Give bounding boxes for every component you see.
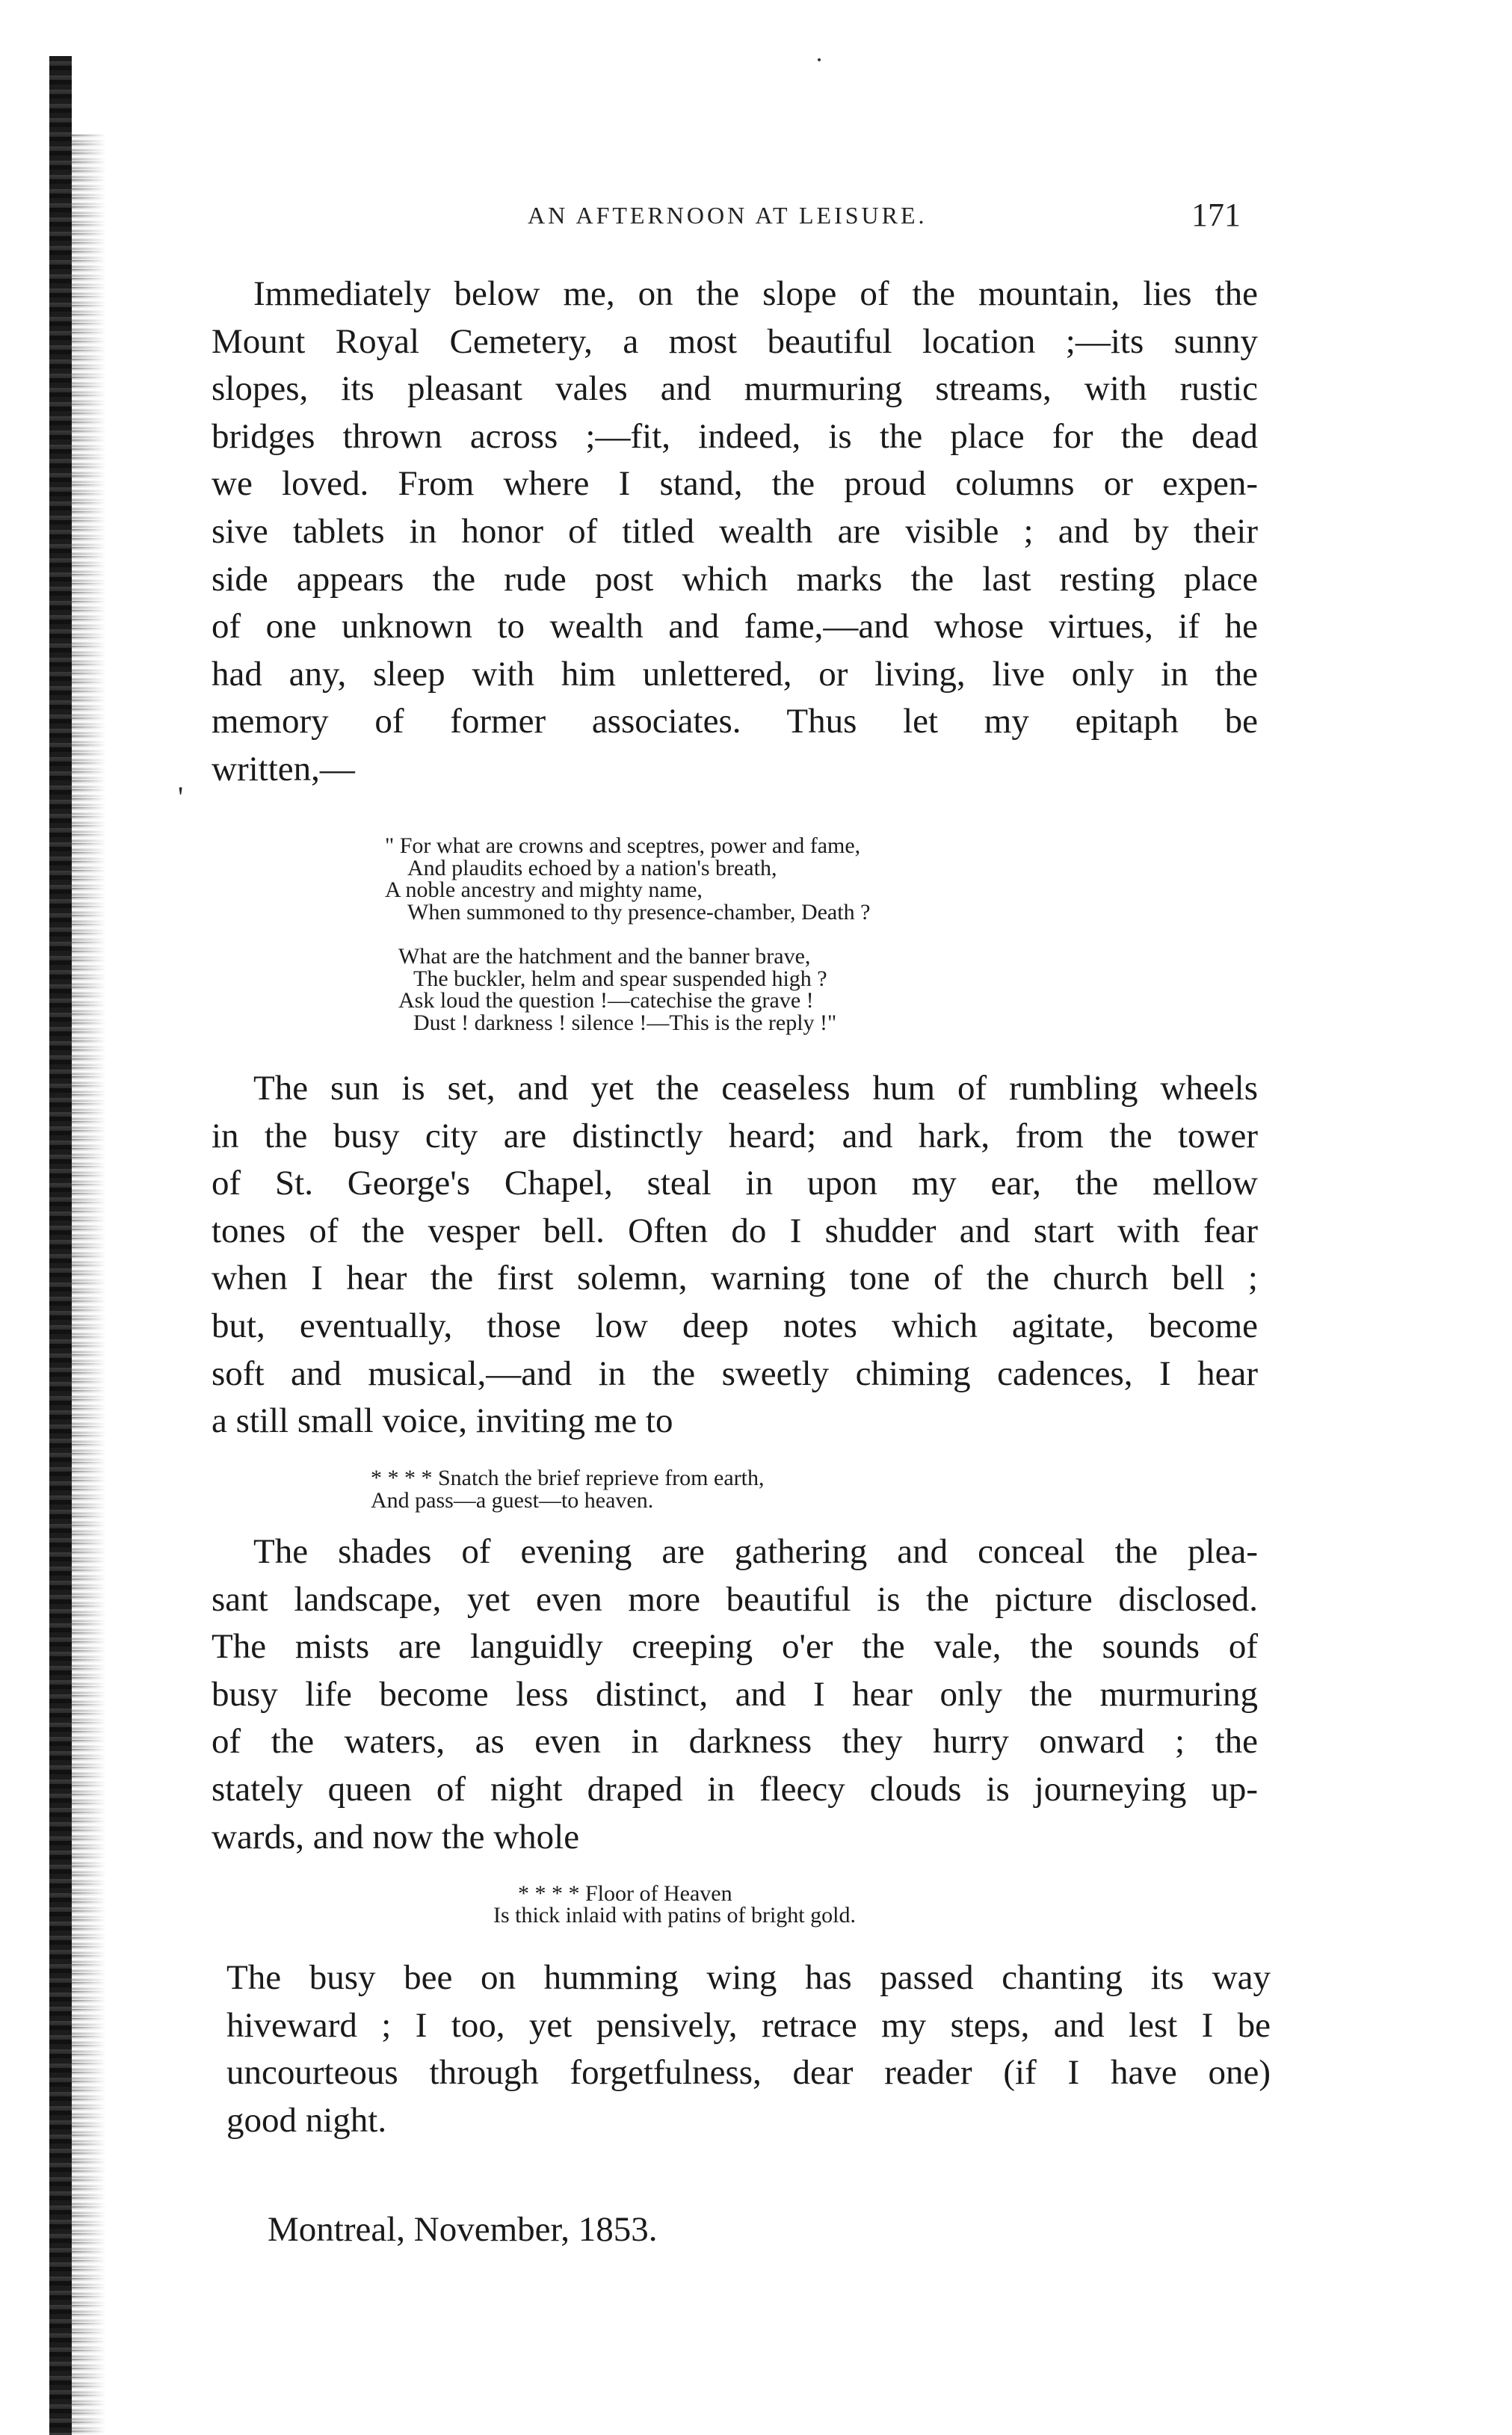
text-line: when I hear the first solemn, warning tone of the church bell ; (212, 1259, 1258, 1298)
verse-line: * * * * Floor of Heaven (518, 1881, 732, 1906)
text-line: Immediately below me, on the slope of the mountain, lies the (253, 274, 1258, 313)
text-line: bridges thrown across ;—fit, indeed, is the place for the dead (212, 416, 1258, 456)
text-line: The sun is set, and yet the ceaseless hum of rumbling wheels (253, 1069, 1258, 1108)
verse-line: * * * * Snatch the brief reprieve from earth, (371, 1466, 765, 1490)
text-line: sive tablets in honor of titled wealth are visible ; and by their (212, 511, 1258, 551)
text-line: busy life become less distinct, and I hear only the murmuring (212, 1674, 1258, 1714)
text-line: we loved. From where I stand, the proud columns or expen- (212, 464, 1258, 504)
text-line: written,— (212, 749, 355, 788)
paragraph-2 (212, 1065, 1258, 1445)
dateline: Montreal, November, 1853. (268, 2210, 658, 2249)
text-line: a still small voice, inviting me to (212, 1401, 673, 1441)
verse-quotation-1 (385, 835, 870, 923)
text-line: good night. (226, 2100, 387, 2140)
verse-quotation-2 (371, 1467, 764, 1511)
text-line: had any, sleep with him unlettered, or living, live only in the (212, 654, 1258, 694)
text-line: hiveward ; I too, yet pensively, retrace my steps, and lest I be (226, 2005, 1271, 2045)
text-line: memory of former associates. Thus let my epitaph be (212, 702, 1258, 741)
text-line: The mists are languidly creeping o'er the vale, the sounds of (212, 1627, 1258, 1667)
verse-line: What are the hatchment and the banner brave, (398, 944, 811, 969)
verse-quotation-3 (518, 1883, 732, 1905)
text-line: tones of the vesper bell. Often do I shudder and start with fear (212, 1211, 1258, 1250)
running-head: AN AFTERNOON AT LEISURE. (528, 202, 928, 229)
text-line: The shades of evening are gathering and conceal the plea- (253, 1532, 1258, 1571)
verse-line: Dust ! darkness ! silence !—This is the reply !" (413, 1010, 837, 1035)
verse-quotation-1b (398, 945, 836, 1034)
page-number: 171 (1191, 197, 1241, 233)
binding-shadow (72, 135, 106, 2435)
verse-line: And plaudits echoed by a nation's breath, (407, 855, 777, 880)
verse-line: A noble ancestry and mighty name, (385, 877, 703, 902)
paragraph-4 (226, 1954, 1271, 2144)
text-line: of St. George's Chapel, steal in upon my ear, the mellow (212, 1164, 1258, 1203)
text-line: side appears the rude post which marks the last resting place (212, 559, 1258, 599)
text-line: in the busy city are distinctly heard; and hark, from the tower (212, 1116, 1258, 1155)
scan-speck (818, 58, 821, 61)
text-line: stately queen of night draped in fleecy clouds is journeying up- (212, 1769, 1258, 1809)
text-line: wards, and now the whole (212, 1817, 580, 1857)
text-line: of one unknown to wealth and fame,—and whose virtues, if he (212, 607, 1258, 646)
text-line: uncourteous through forgetfulness, dear reader (if I have one) (226, 2053, 1271, 2093)
paragraph-1 (212, 271, 1258, 794)
text-line: The busy bee on humming wing has passed chanting its way (226, 1958, 1271, 1997)
verse-line: When summoned to thy presence-chamber, Death ? (407, 899, 871, 925)
text-line: of the waters, as even in darkness they hurry onward ; the (212, 1722, 1258, 1762)
margin-mark: ' (178, 780, 184, 814)
text-line: Mount Royal Cemetery, a most beautiful location ;—its sunny (212, 321, 1258, 361)
verse-line: The buckler, helm and spear suspended high ? (413, 966, 827, 991)
text-line: but, eventually, those low deep notes which agitate, become (212, 1306, 1258, 1345)
paragraph-3 (212, 1528, 1258, 1861)
verse-line: " For what are crowns and sceptres, power and fame, (385, 833, 861, 858)
verse-line: And pass—a guest—to heaven. (371, 1487, 654, 1513)
text-line: sant landscape, yet even more beautiful is the picture disclosed. (212, 1579, 1258, 1619)
verse-line: Ask loud the question !—catechise the grave ! (398, 988, 814, 1013)
binding-edge (49, 56, 72, 2435)
verse-line: Is thick inlaid with patins of bright gold. (493, 1903, 856, 1928)
verse-quotation-3b (493, 1904, 856, 1927)
text-line: slopes, its pleasant vales and murmuring streams, with rustic (212, 369, 1258, 409)
text-line: soft and musical,—and in the sweetly chiming cadences, I hear (212, 1354, 1258, 1393)
